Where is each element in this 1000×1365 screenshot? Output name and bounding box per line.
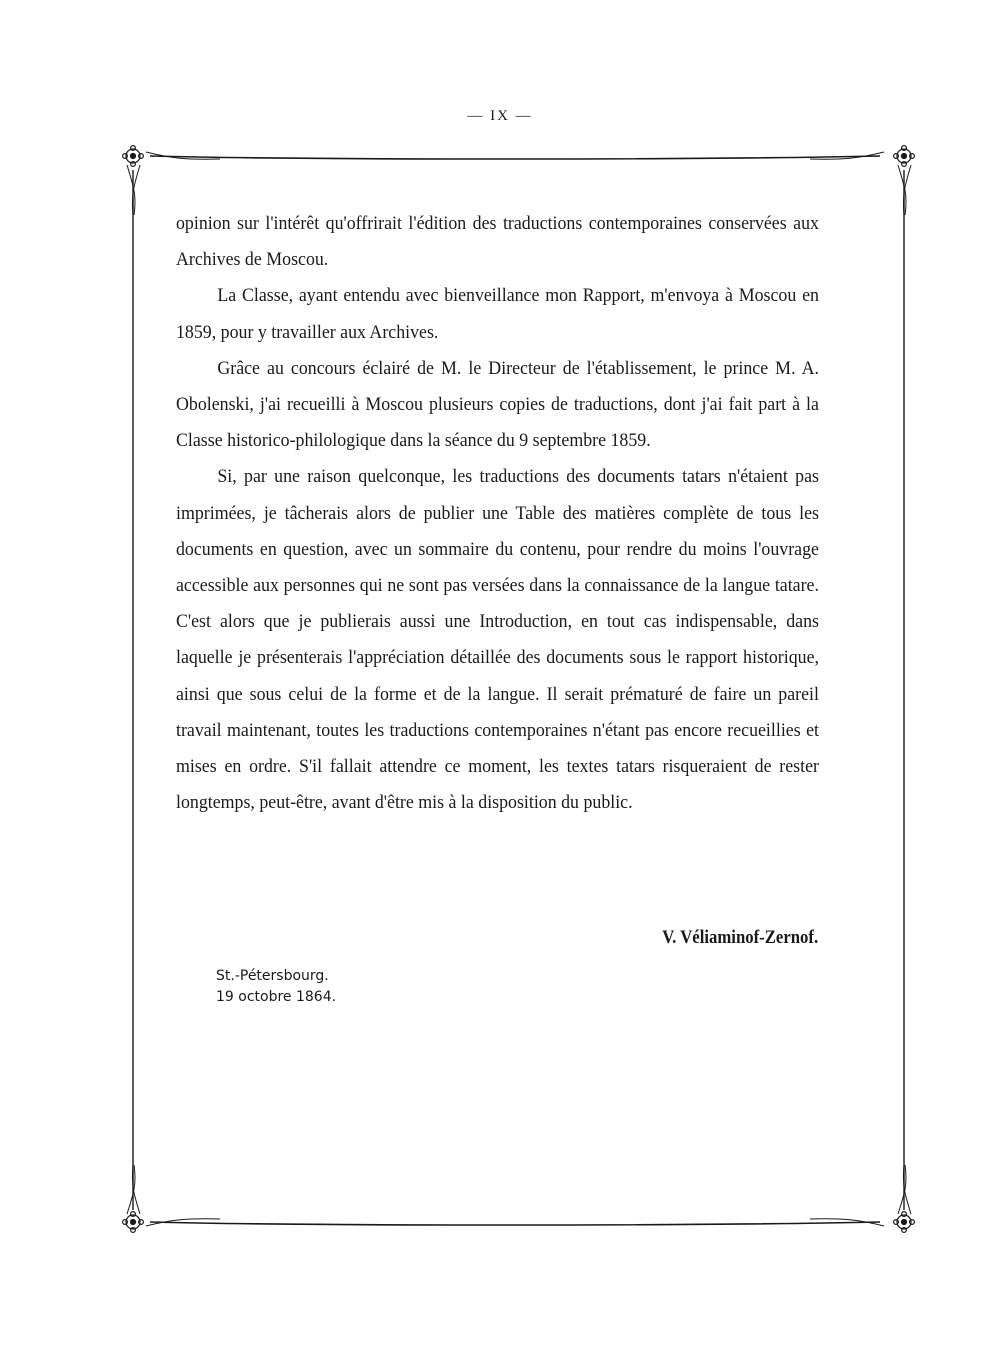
date-line: 19 octobre 1864.: [216, 989, 337, 1005]
paragraph-1: opinion sur l'intérêt qu'offrirait l'édition des traductions contemporaines conservées aux Archives de Moscou.: [176, 213, 819, 271]
place-and-date: [216, 966, 336, 1008]
corner-ornament-top-left: [123, 146, 144, 167]
corner-ornament-bottom-left: [123, 1212, 144, 1233]
paragraph-3: Grâce au concours éclairé de M. le Directeur de l'établissement, le prince M. A. Obolenski, j'ai recueilli à Moscou plusieurs copies de traductions, dont j'ai fait part à la Classe historico-philologique dans la séance du 9 septembre 1859.: [176, 357, 819, 452]
corner-ornament-top-right: [894, 146, 915, 167]
paragraph-4: Si, par une raison quelconque, les traductions des documents tatars n'étaient pas imprimées, je tâcherais alors de publier une Table des matières complète de tous les documents en question, avec un sommaire du contenu, pour rendre du moins l'ouvrage accessible aux personnes qui ne sont pas versées dans la connaissance de la langue tatare. C'est alors que je publierais aussi une Introduction, en tout cas indispensable, dans laquelle je présenterais l'appréciation détaillée des documents sous le rapport historique, ainsi que sous celui de la forme et de la langue. Il serait prématuré de faire un pareil travail maintenant, toutes les traductions contemporaines n'étant pas encore recueillies et mises en ordre. S'il fallait attendre ce moment, les textes tatars risqueraient de rester longtemps, peut-être, avant d'être mis à la disposition du public.: [176, 466, 819, 814]
author-signature: V. Véliaminof-Zernof.: [662, 927, 818, 948]
paragraph-2: La Classe, ayant entendu avec bienveillance mon Rapport, m'envoya à Moscou en 1859, pour y travailler aux Archives.: [176, 285, 819, 343]
corner-ornament-bottom-right: [894, 1212, 915, 1233]
page-number: — IX —: [467, 108, 533, 124]
place-line: St.-Pétersbourg.: [216, 968, 329, 984]
body-text: [176, 206, 819, 821]
